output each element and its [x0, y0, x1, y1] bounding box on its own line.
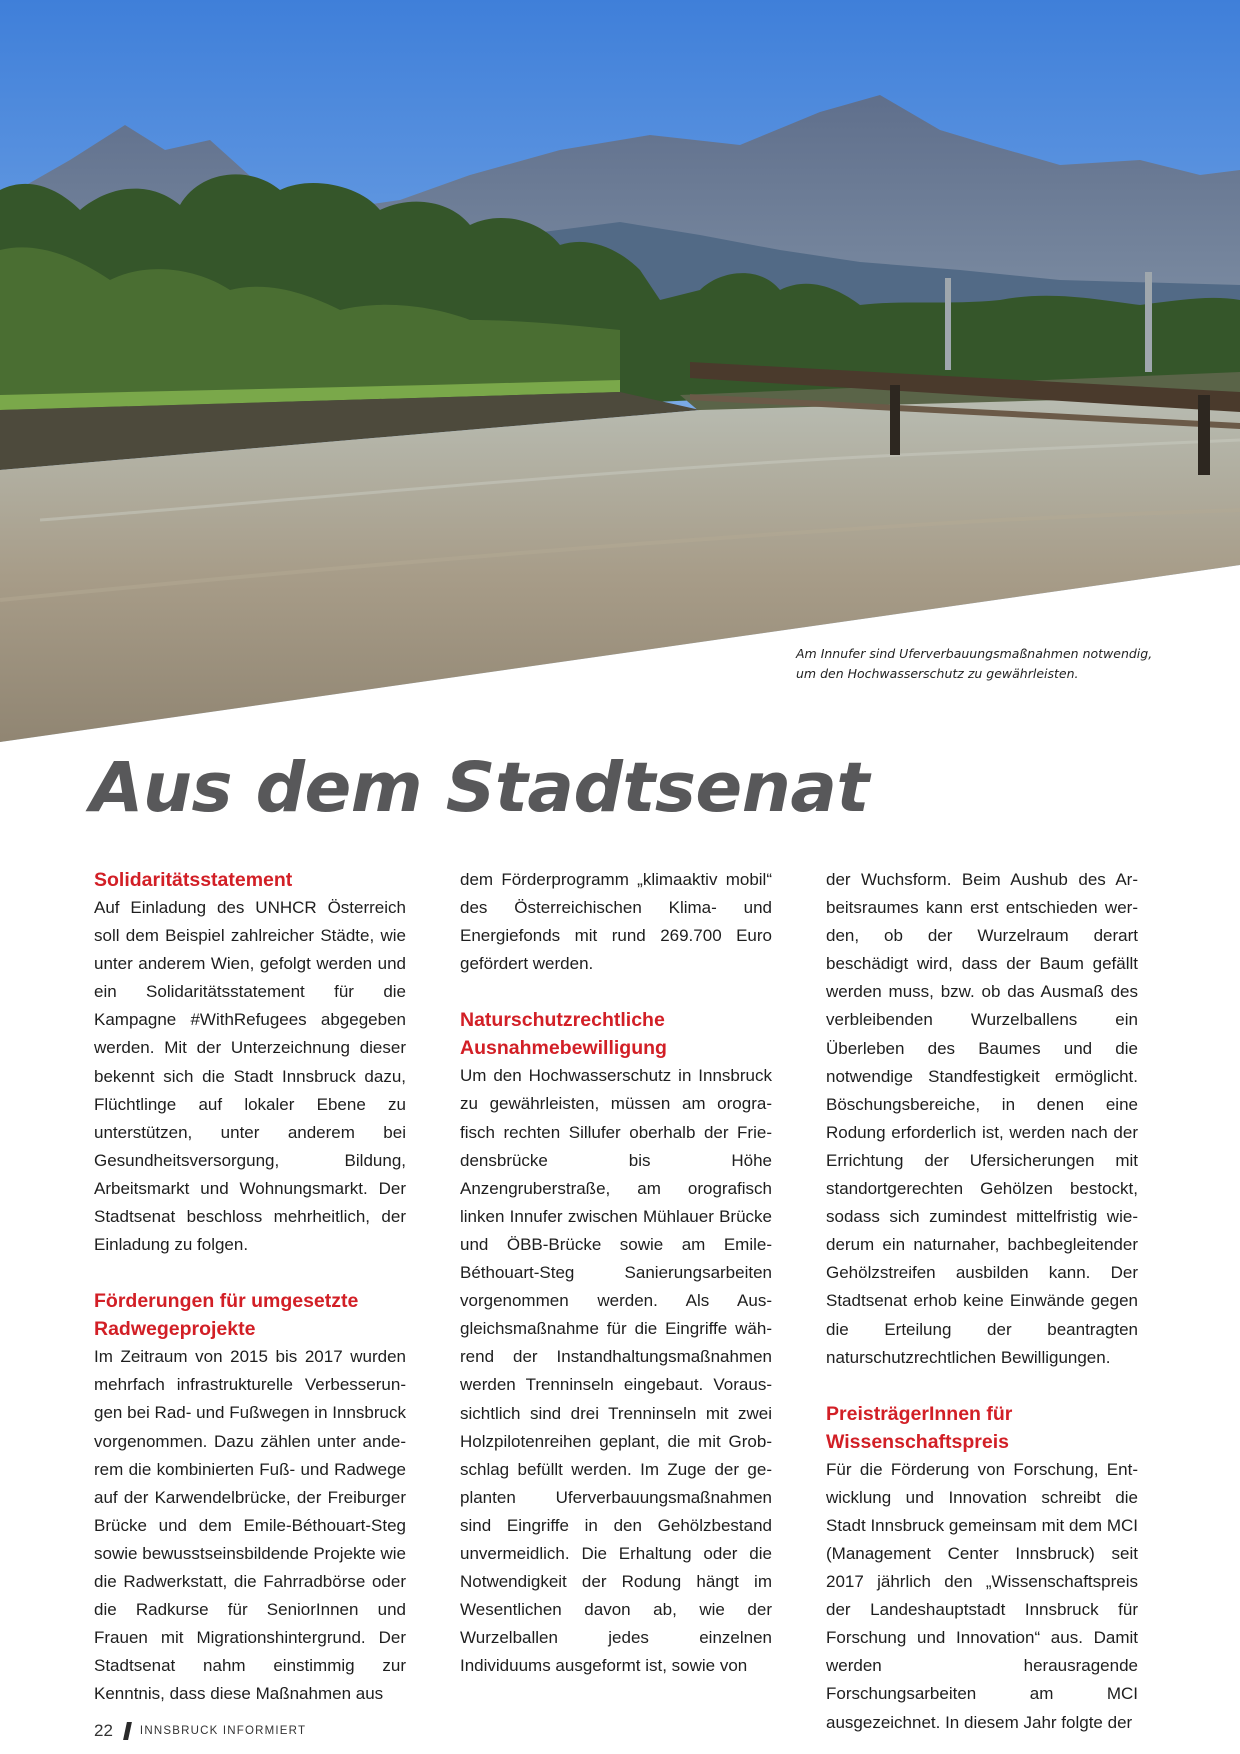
publication-name: INNSBRUCK INFORMIERT [139, 1725, 307, 1737]
section-body-naturschutz-continued: der Wuchsform. Beim Aushub des Arbeitsraumes kann erst entschieden werden, ob der Wurzelraum derart beschädigt wird, dass der Baum gefällt werden muss, bzw. ob das Ausmaß des verbleibenden Wurzelballens ein Überleben des Baumes und die notwendige Standfestigkeit ermöglicht. Böschungsbereiche, in denen eine Rodung erforderlich ist, werden nach der Errichtung der Ufersicherungen mit standortgerechten Gehölzen bestockt, sodass sich zumindest mittelfristig wiederum ein naturnaher, bachbegleitender Gehölzstreifen ausbilden kann. Der Stadtsenat erhob keine Einwände gegen die Erteilung der beantragten naturschutzrechtlichen Bewilligungen. [826, 870, 1138, 1367]
section-body-wissenschaftspreis: Für die Förderung von Forschung, Entwicklung und Innovation schreibt die Stadt Innsbruck gemeinsam mit dem MCI (Management Center Innsbruck) seit 2017 jährlich den „Wissenschaftspreis der Landeshauptstadt Innsbruck für Forschung und Innovation“ aus. Damit werden herausragende Forschungsarbeiten am MCI ausgezeichnet. In diesem Jahr folgte der [826, 1459, 1138, 1732]
section-body-radwegeprojekte-continued: dem Förderprogramm „klimaaktiv mobil“ des Österreichischen Klima- und Energiefonds mit rund 269.700 Euro gefördert werden. [460, 870, 772, 974]
caption-line-2: um den Hochwasserschutz zu gewährleisten. [796, 666, 1079, 681]
section-body-solidaritaetsstatement: Auf Einladung des UNHCR Österreich soll dem Beispiel zahlreicher Städte, wie unter anderem Wien, gefolgt werden und ein Solidaritätsstatement für die Kampagne #WithRefugees abgegeben werden. Mit der Unterzeichnung dieser bekennt sich die Stadt Innsbruck dazu, Flüchtlinge auf lokaler Ebene zu unterstützen, unter anderem bei Gesundheitsversorgung, Bildung, Arbeitsmarkt und Wohnungsmarkt. Der Stadtsenat beschloss mehrheitlich, der Einladung zu folgen. [94, 898, 406, 1255]
footer-slash-divider [123, 1722, 132, 1740]
text-column-2 [460, 866, 772, 1680]
section-heading-solidaritaetsstatement: Solidaritätsstatement [94, 869, 293, 891]
text-column-1 [94, 866, 406, 1708]
text-column-3 [826, 866, 1138, 1737]
caption-line-1: Am Innufer sind Uferverbauungsmaßnahmen notwendig, [796, 646, 1153, 661]
page-number: 22 [94, 1721, 113, 1740]
section-body-naturschutz: Um den Hochwasserschutz in Innsbruck zu gewährleisten, müssen am orografisch rechten Sillufer oberhalb der Friedensbrücke bis Höhe Anzengruberstraße, am orografisch linken Innufer zwischen Mühlauer Brücke und ÖBB-Brücke sowie am Emile-Béthouart-Steg Sanierungsarbeiten vorgenommen werden. Als Ausgleichsmaßnahme für die Eingriffe während der Instandhaltungsmaßnahmen werden Trenninseln eingebaut. Voraussichtlich sind drei Trenninseln mit zwei Holzpilotenreihen geplant, die mit Grobschlag befüllt werden. Im Zuge der geplanten Uferverbauungsmaßnahmen sind Eingriffe in den Gehölzbestand unvermeidlich. Die Erhaltung oder die Notwendigkeit der Rodung hängt im Wesentlichen davon ab, wie der Wurzelballen jedes einzelnen Individuums ausgeformt ist, sowie von [460, 1066, 772, 1676]
section-heading-wissenschaftspreis: PreisträgerInnen für Wissenschaftspreis [826, 1402, 1013, 1453]
page-title: Aus dem Stadtsenat [90, 748, 869, 828]
section-body-radwegeprojekte: Im Zeitraum von 2015 bis 2017 wurden mehrfach infrastrukturelle Verbesserungen bei Rad- und Fußwegen in Innsbruck vorgenommen. Dazu zählen unter anderem die kombinierten Fuß- und Radwege auf der Karwendelbrücke, der Freiburger Brücke und dem Emile-Béthouart-Steg sowie bewusstseinsbildende Projekte wie die Radwerkstatt, die Fahrradbörse oder die Radkurse für SeniorInnen und Frauen mit Migrationshintergrund. Der Stadtsenat nahm einstimmig zur Kenntnis, dass diese Maßnahmen aus [94, 1347, 406, 1704]
section-heading-naturschutz: Naturschutzrechtliche Ausnahmebewilligung [460, 1009, 667, 1060]
photo-caption [796, 644, 1176, 684]
page-footer [94, 1720, 306, 1742]
section-heading-radwegeprojekte: Förderungen für umgesetzte Radwegeprojekte [94, 1290, 359, 1341]
